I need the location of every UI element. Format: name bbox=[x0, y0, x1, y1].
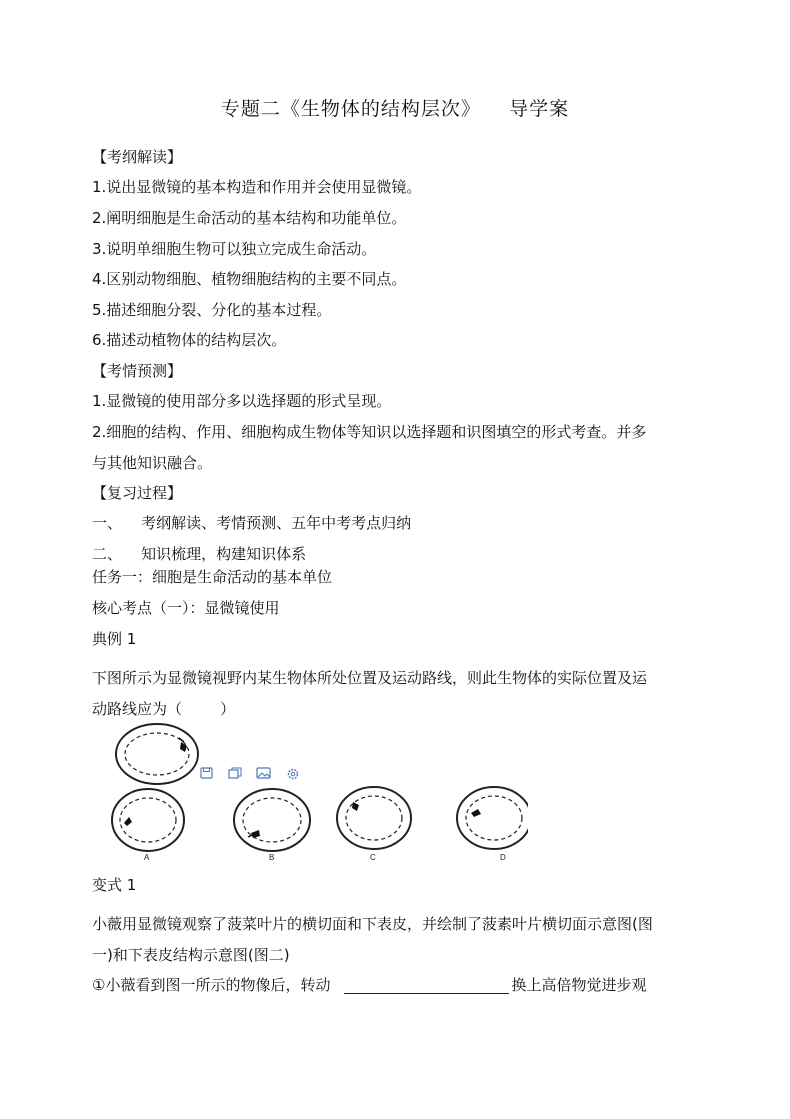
kaogang-item: 5.描述细胞分裂、分化的基本过程。 bbox=[92, 301, 332, 319]
option-label-b: B bbox=[269, 853, 275, 862]
kaoqing-item: 2.细胞的结构、作用、细胞构成生物体等知识以选择题和识图填空的形式考查。并多 bbox=[92, 423, 647, 441]
kaoqing-item: 与其他知识融合。 bbox=[92, 454, 213, 472]
option-label-d: D bbox=[500, 853, 506, 862]
option-label-c: C bbox=[370, 853, 376, 862]
option-d-circle bbox=[457, 787, 528, 849]
q1-suffix: 换上高倍物觉进步观 bbox=[511, 976, 647, 994]
variant-text: 小薇用显微镜观察了菠菜叶片的横切面和下表皮，并绘制了菠素叶片横切面示意图(图 bbox=[92, 915, 653, 933]
kaogang-item: 4.区别动物细胞、植物细胞结构的主要不同点。 bbox=[92, 270, 407, 288]
example-question-cont: 动路线应为（ ） bbox=[92, 700, 236, 718]
kaogang-item: 1.说出显微镜的基本构造和作用并会使用显微镜。 bbox=[92, 178, 422, 196]
core-point-heading: 核心考点（一）：显微镜使用 bbox=[92, 599, 280, 617]
option-a-circle bbox=[112, 789, 184, 851]
kaogang-item: 2.阐明细胞是生命活动的基本结构和功能单位。 bbox=[92, 209, 407, 227]
example-heading: 典例 1 bbox=[92, 630, 137, 648]
option-c-circle bbox=[337, 787, 411, 849]
save-icon[interactable] bbox=[200, 767, 214, 779]
section-heading-kaoqing: 【考情预测】 bbox=[92, 362, 183, 380]
fuxi-step: 二、 知识梳理，构建知识体系 bbox=[92, 545, 307, 563]
image-icon[interactable] bbox=[256, 767, 272, 779]
page-title: 专题二《生物体的结构层次》 导学案 bbox=[220, 98, 570, 120]
image-toolbar bbox=[200, 767, 300, 781]
variant-text-cont: 一)和下表皮结构示意图(图二) bbox=[92, 946, 290, 964]
settings-icon[interactable] bbox=[286, 767, 300, 781]
copy-icon[interactable] bbox=[228, 767, 242, 779]
example-question: 下图所示为显微镜视野内某生物体所处位置及运动路线，则此生物体的实际位置及运 bbox=[92, 669, 648, 687]
observed-view-circle bbox=[116, 724, 198, 784]
option-label-a: A bbox=[144, 853, 150, 862]
kaoqing-item: 1.显微镜的使用部分多以选择题的形式呈现。 bbox=[92, 392, 392, 410]
variant-heading: 变式 1 bbox=[92, 876, 137, 894]
kaogang-item: 3.说明单细胞生物可以独立完成生命活动。 bbox=[92, 240, 377, 258]
microscope-figure bbox=[108, 720, 528, 870]
option-b-circle bbox=[234, 789, 310, 851]
fuxi-step: 一、 考纲解读、考情预测、五年中考考点归纳 bbox=[92, 514, 412, 532]
answer-blank[interactable] bbox=[344, 979, 509, 994]
variant-question-1 bbox=[92, 976, 646, 994]
kaogang-item: 6.描述动植物体的结构层次。 bbox=[92, 331, 287, 349]
section-heading-fuxi: 【复习过程】 bbox=[92, 484, 183, 502]
q1-prefix: ①小薇看到图一所示的物像后，转动 bbox=[92, 976, 331, 994]
section-heading-kaogang: 【考纲解读】 bbox=[92, 148, 183, 166]
task-heading: 任务一：细胞是生命活动的基本单位 bbox=[92, 568, 333, 586]
